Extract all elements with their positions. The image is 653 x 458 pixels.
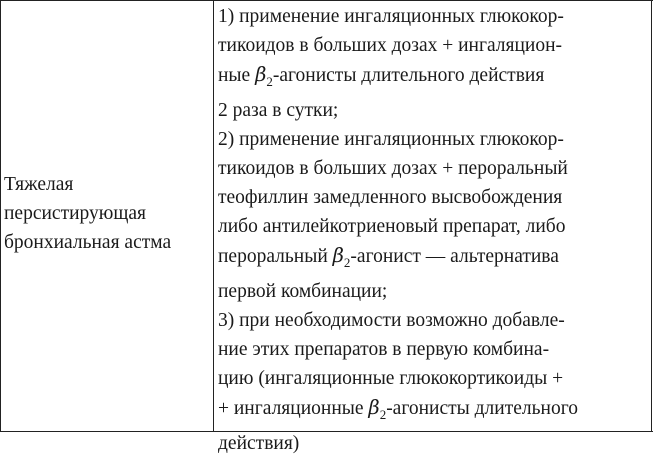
therapy-line: 2) применение ингаляционных глюкокор- bbox=[218, 129, 564, 150]
condition-line: персистирующая bbox=[4, 203, 146, 224]
therapy-line: 2 раза в сутки; bbox=[218, 100, 339, 121]
beta-subscript: 2 bbox=[379, 407, 387, 422]
therapy-text: -агонисты длительного действия bbox=[272, 65, 545, 86]
therapy-text: пероральный bbox=[218, 246, 333, 267]
condition-line: Тяжелая bbox=[4, 174, 74, 195]
therapy-line bbox=[218, 60, 648, 96]
table-left-border bbox=[0, 0, 1, 432]
therapy-text: ные bbox=[218, 65, 256, 86]
beta-symbol: β bbox=[255, 63, 267, 86]
beta-subscript: 2 bbox=[266, 74, 273, 89]
therapy-text: -агонисты длительного bbox=[386, 398, 578, 419]
therapy-line: цию (ингаляционные глюкокортикоиды + bbox=[218, 368, 564, 389]
therapy-line: теофиллин замедленного высвобождения bbox=[218, 187, 563, 208]
beta-symbol: β bbox=[368, 396, 380, 419]
column-divider bbox=[213, 0, 214, 432]
therapy-line: ние этих препаратов в первую комбина- bbox=[218, 339, 550, 360]
table-right-border bbox=[651, 0, 652, 432]
beta-subscript: 2 bbox=[343, 255, 351, 270]
therapy-line: тикоидов в больших дозах + пероральный bbox=[218, 158, 568, 179]
therapy-line: действия) bbox=[218, 433, 300, 454]
therapy-line: либо антилейкотриеновый препарат, либо bbox=[218, 216, 566, 237]
beta-symbol: β bbox=[332, 244, 344, 267]
therapy-cell bbox=[218, 2, 648, 458]
therapy-text: + ингаляционные bbox=[218, 398, 369, 419]
therapy-line bbox=[218, 241, 648, 277]
therapy-line bbox=[218, 393, 648, 429]
condition-line: бронхиальная астма bbox=[4, 232, 172, 253]
therapy-line: первой комбинации; bbox=[218, 281, 388, 302]
therapy-text: -агонист — альтернатива bbox=[350, 246, 559, 267]
therapy-line: 1) применение ингаляционных глюкокор- bbox=[218, 6, 564, 27]
table-top-border bbox=[0, 0, 653, 1]
therapy-line: тикоидов в больших дозах + ингаляцион- bbox=[218, 35, 563, 56]
condition-cell bbox=[4, 170, 212, 257]
therapy-line: 3) при необходимости возможно добавле- bbox=[218, 310, 565, 331]
